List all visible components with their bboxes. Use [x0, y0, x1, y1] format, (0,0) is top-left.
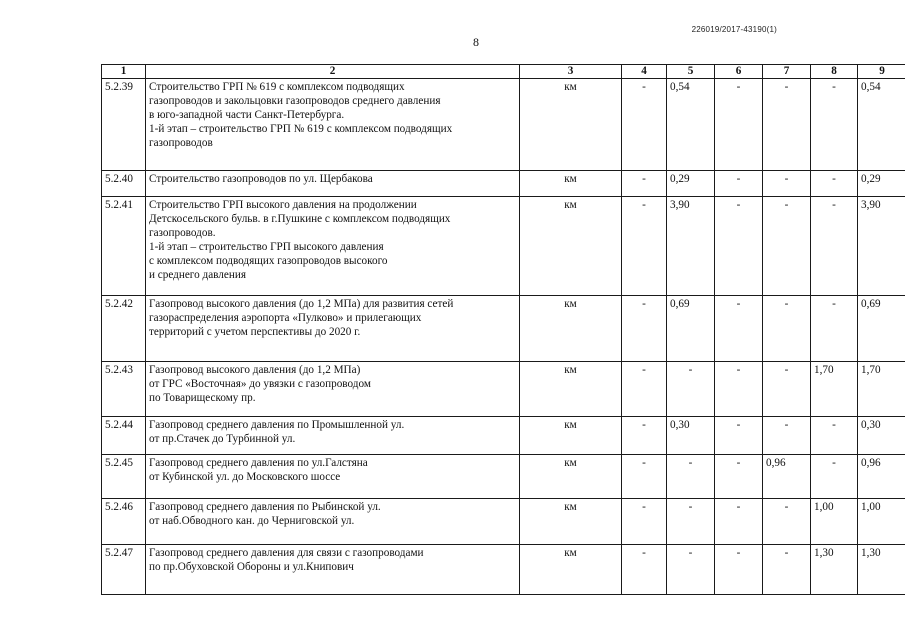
row-col8: 1,30	[811, 545, 858, 595]
table-row	[102, 545, 905, 595]
row-unit: км	[520, 545, 622, 595]
row-col6: -	[715, 417, 763, 455]
row-col4: -	[622, 417, 667, 455]
row-col7: -	[763, 171, 811, 197]
column-header: 7	[763, 65, 811, 79]
row-description: Газопровод среднего давления по ул.Галстяна от Кубинской ул. до Московского шоссе	[146, 455, 520, 499]
column-header: 5	[667, 65, 715, 79]
row-col5: 0,29	[667, 171, 715, 197]
row-col6: -	[715, 362, 763, 417]
row-total: 3,90	[858, 197, 905, 296]
row-unit: км	[520, 499, 622, 545]
row-code: 5.2.46	[102, 499, 146, 545]
row-description: Строительство ГРП № 619 с комплексом подводящих газопроводов и закольцовки газопроводов среднего давления в юго-западной части Санкт-Петербурга. 1-й этап – строительство ГРП № 619 с комплексом подводящих газопроводов	[146, 79, 520, 171]
row-total: 0,29	[858, 171, 905, 197]
row-total: 0,54	[858, 79, 905, 171]
row-code: 5.2.43	[102, 362, 146, 417]
column-header: 8	[811, 65, 858, 79]
row-unit: км	[520, 417, 622, 455]
row-unit: км	[520, 296, 622, 362]
row-col6: -	[715, 499, 763, 545]
row-unit: км	[520, 455, 622, 499]
row-code: 5.2.44	[102, 417, 146, 455]
row-col8: -	[811, 79, 858, 171]
row-description: Газопровод высокого давления (до 1,2 МПа) от ГРС «Восточная» до увязки с газопроводом по Товарищескому пр.	[146, 362, 520, 417]
row-col7: -	[763, 296, 811, 362]
table-row	[102, 197, 905, 296]
row-unit: км	[520, 79, 622, 171]
row-total: 1,70	[858, 362, 905, 417]
table-row	[102, 362, 905, 417]
row-col6: -	[715, 296, 763, 362]
row-col8: -	[811, 197, 858, 296]
row-col5: -	[667, 455, 715, 499]
row-total: 1,00	[858, 499, 905, 545]
row-col4: -	[622, 296, 667, 362]
row-unit: км	[520, 171, 622, 197]
row-col8: -	[811, 455, 858, 499]
row-code: 5.2.45	[102, 455, 146, 499]
row-col6: -	[715, 79, 763, 171]
row-col4: -	[622, 455, 667, 499]
row-col7: -	[763, 499, 811, 545]
row-col5: 3,90	[667, 197, 715, 296]
row-col4: -	[622, 499, 667, 545]
column-header: 3	[520, 65, 622, 79]
row-col7: -	[763, 545, 811, 595]
row-unit: км	[520, 197, 622, 296]
row-col6: -	[715, 197, 763, 296]
row-col5: -	[667, 362, 715, 417]
row-col7: -	[763, 417, 811, 455]
column-header: 1	[102, 65, 146, 79]
row-col8: 1,00	[811, 499, 858, 545]
row-description: Строительство газопроводов по ул. Щербакова	[146, 171, 520, 197]
row-col4: -	[622, 171, 667, 197]
table-header	[102, 65, 905, 79]
row-col8: -	[811, 171, 858, 197]
row-col7: -	[763, 362, 811, 417]
row-total: 0,69	[858, 296, 905, 362]
row-description: Газопровод высокого давления (до 1,2 МПа) для развития сетей газораспределения аэропорта «Пулково» и прилегающих территорий с учетом перспективы до 2020 г.	[146, 296, 520, 362]
row-code: 5.2.41	[102, 197, 146, 296]
row-code: 5.2.42	[102, 296, 146, 362]
row-col5: 0,30	[667, 417, 715, 455]
header-row	[102, 65, 905, 79]
table-row	[102, 296, 905, 362]
column-header: 2	[146, 65, 520, 79]
row-col4: -	[622, 197, 667, 296]
row-description: Газопровод среднего давления по Рыбинской ул. от наб.Обводного кан. до Черниговской ул.	[146, 499, 520, 545]
row-col5: -	[667, 545, 715, 595]
row-col7: -	[763, 197, 811, 296]
row-col6: -	[715, 455, 763, 499]
page-number: 8	[473, 35, 479, 49]
column-header: 4	[622, 65, 667, 79]
row-total: 0,96	[858, 455, 905, 499]
row-description: Строительство ГРП высокого давления на продолжении Детскосельского бульв. в г.Пушкине с комплексом подводящих газопроводов. 1-й этап – строительство ГРП высокого давления с комплексом подводящих газопроводов высокого и среднего давления	[146, 197, 520, 296]
row-col5: 0,69	[667, 296, 715, 362]
table-row	[102, 499, 905, 545]
row-col8: 1,70	[811, 362, 858, 417]
gas-pipeline-table	[101, 64, 905, 595]
column-header: 6	[715, 65, 763, 79]
row-col7: -	[763, 79, 811, 171]
row-code: 5.2.39	[102, 79, 146, 171]
table-row	[102, 455, 905, 499]
document-id: 226019/2017-43190(1)	[691, 25, 777, 34]
row-description: Газопровод среднего давления для связи с газопроводами по пр.Обуховской Обороны и ул.Книпович	[146, 545, 520, 595]
table-row	[102, 417, 905, 455]
table-row	[102, 79, 905, 171]
row-col4: -	[622, 79, 667, 171]
row-col5: 0,54	[667, 79, 715, 171]
row-col6: -	[715, 171, 763, 197]
row-col4: -	[622, 545, 667, 595]
row-col8: -	[811, 417, 858, 455]
column-header: 9	[858, 65, 905, 79]
row-total: 0,30	[858, 417, 905, 455]
row-description: Газопровод среднего давления по Промышленной ул. от пр.Стачек до Турбинной ул.	[146, 417, 520, 455]
row-col8: -	[811, 296, 858, 362]
table-body	[102, 79, 905, 595]
table-row	[102, 171, 905, 197]
row-col6: -	[715, 545, 763, 595]
row-code: 5.2.40	[102, 171, 146, 197]
row-col5: -	[667, 499, 715, 545]
row-col7: 0,96	[763, 455, 811, 499]
row-code: 5.2.47	[102, 545, 146, 595]
row-total: 1,30	[858, 545, 905, 595]
row-col4: -	[622, 362, 667, 417]
row-unit: км	[520, 362, 622, 417]
